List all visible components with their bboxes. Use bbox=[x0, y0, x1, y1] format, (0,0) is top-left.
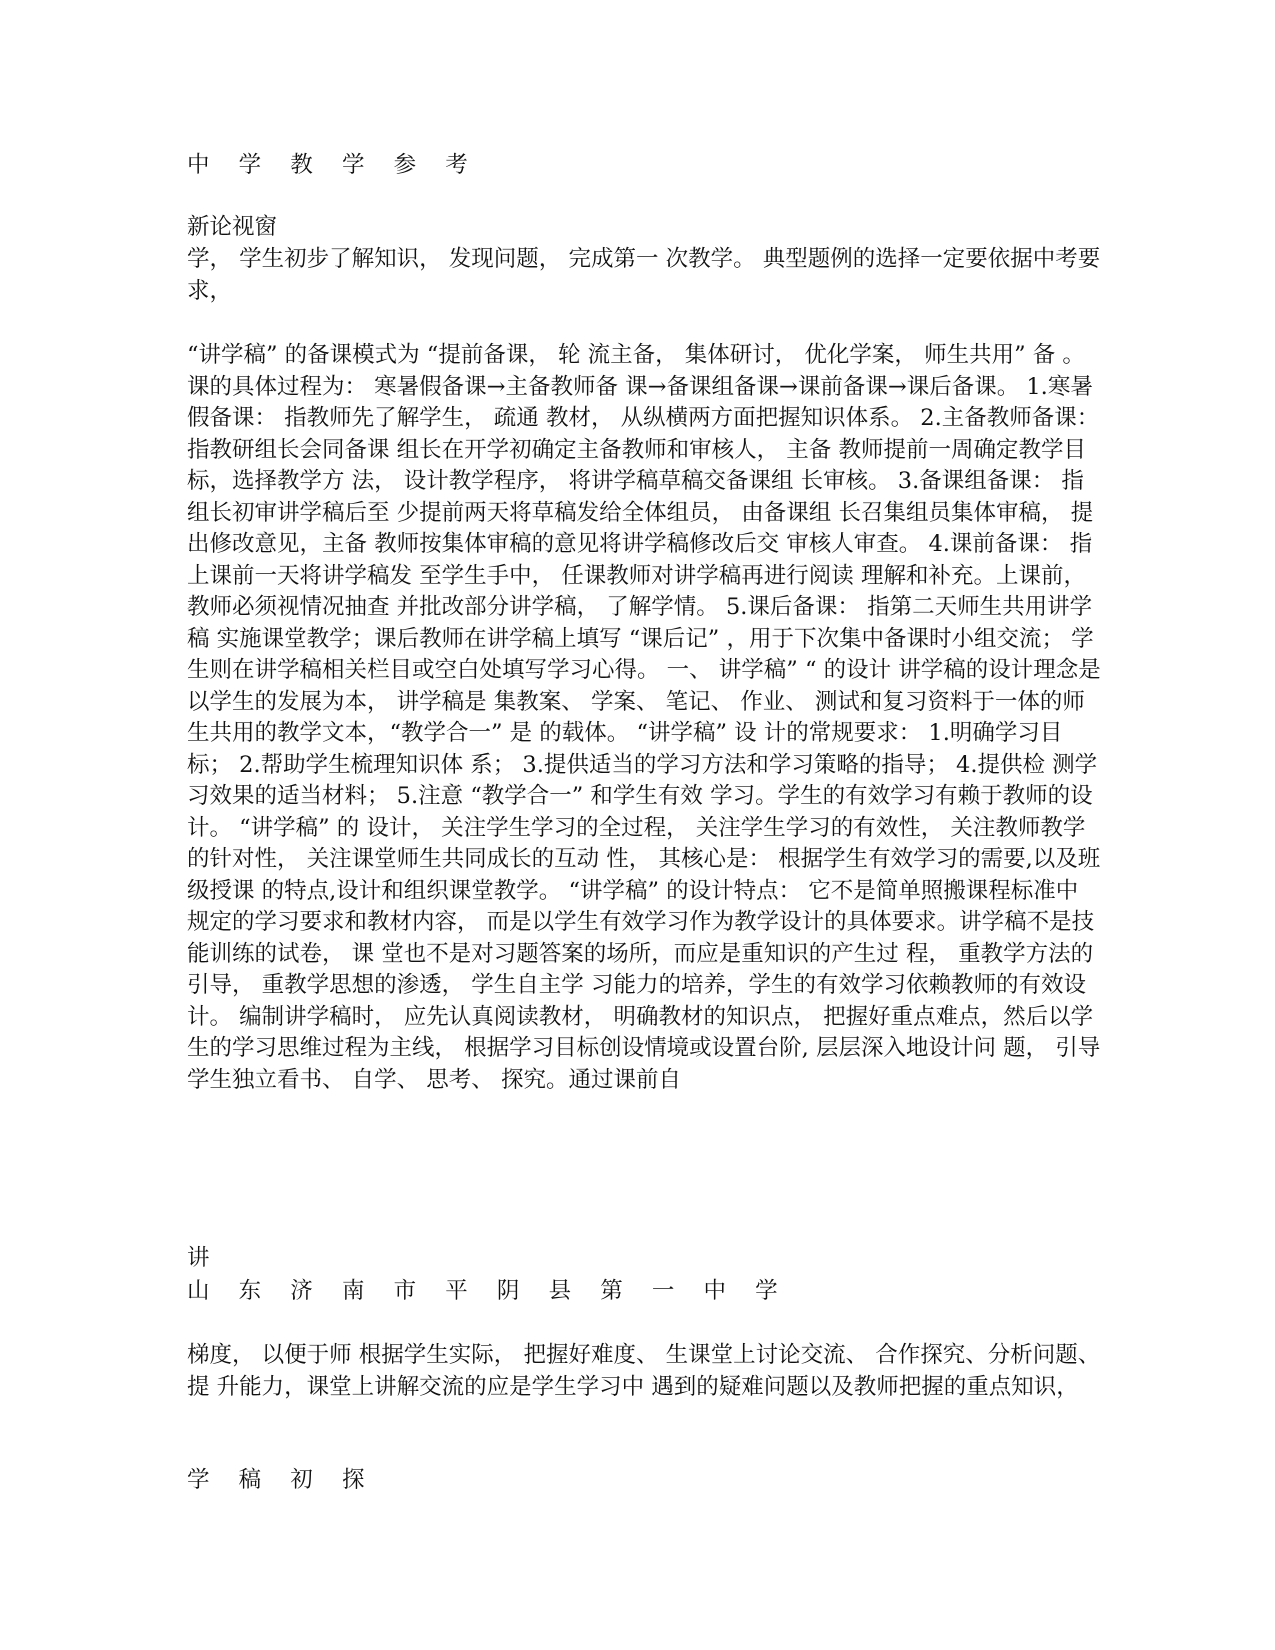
journal-title: 中 学 教 学 参 考 bbox=[187, 152, 479, 178]
article-title-fragment: 讲 bbox=[187, 1245, 210, 1271]
author-affiliation: 山 东 济 南 市 平 阴 县 第 一 中 学 bbox=[187, 1278, 789, 1304]
paragraph-2: “讲学稿” 的备课模式为 “提前备课， 轮 流主备， 集体研讨， 优化学案， 师生共用” 备 。 课的具体过程为： 寒暑假备课→主备教师备 课→备课组备课→课前备课→课后备课。 1.寒暑假备课： 指教师先了解学生， 疏通 教材， 从纵横两方面把握知识体系。 2.主备教师备课： 指教研组长会同备课 组长在开学初确定主备教师和审核人， 主备 教师提前一周确定教学目标，选择教学方 法， 设计教学程序， 将讲学稿草稿交备课组 长审核。 3.备课组备课： 指组长初审讲学稿后至 少提前两天将草稿发给全体组员， 由备课组 长召集组员集体审稿， 提出修改意见，主备 教师按集体审稿的意见将讲学稿修改后交 审核人审查。 4.课前备课： 指上课前一天将讲学稿发 至学生手中， 任课教师对讲学稿再进行阅读 理解和补充。上课前， 教师必须视情况抽查 并批改部分讲学稿， 了解学情。 5.课后备课： 指第二天师生共用讲学稿 实施课堂教学；课后教师在讲学稿上填写 “课后记” ，用于下次集中备课时小组交流； 学生则在讲学稿相关栏目或空白处填写学习心得。 一、 讲学稿” “ 的设计 讲学稿的设计理念是以学生的发展为本， 讲学稿是 集教案、 学案、 笔记、 作业、 测试和复习资料于一体的师 生共用的教学文本，“教学合一” 是 的载体。 “讲学稿” 设 计的常规要求： 1.明确学习目标； 2.帮助学生梳理知识体 系； 3.提供适当的学习方法和学习策略的指导； 4.提供检 测学习效果的适当材料； 5.注意 “教学合一” 和学生有效 学习。学生的有效学习有赖于教师的设计。 “讲学稿” 的 设计， 关注学生学习的全过程， 关注学生学习的有效性， 关注教师教学的针对性， 关注课堂师生共同成长的互动 性， 其核心是： 根据学生有效学习的需要,以及班级授课 的特点,设计和组织课堂教学。 “讲学稿” 的设计特点： 它不是简单照搬课程标准中 规定的学习要求和教材内容， 而是以学生有效学习作为教学设计的具体要求。讲学稿不是技能训练的试卷， 课 堂也不是对习题答案的场所，而应是重知识的产生过 程， 重教学方法的引导， 重教学思想的渗透， 学生自主学 习能力的培养，学生的有效学习依赖教师的有效设计。 编制讲学稿时， 应先认真阅读教材， 明确教材的知识点， 把握好重点难点，然后以学生的学习思维过程为主线， 根据学习目标创设情境或设置台阶, 层层深入地设计问 题， 引导学生独立看书、 自学、 思考、 探究。通过课前自 bbox=[187, 342, 1101, 1093]
article-title-remainder: 学 稿 初 探 bbox=[187, 1467, 376, 1493]
paragraph-1: 学， 学生初步了解知识， 发现问题， 完成第一 次教学。 典型题例的选择一定要依据中考要求， bbox=[187, 246, 1101, 304]
paragraph-3: 梯度， 以便于师 根据学生实际， 把握好难度、 生课堂上讨论交流、 合作探究、分析问题、 提 升能力，课堂上讲解交流的应是学生学习中 遇到的疑难问题以及教师把握的重点知识， bbox=[187, 1342, 1101, 1400]
column-title: 新论视窗 bbox=[187, 214, 278, 240]
